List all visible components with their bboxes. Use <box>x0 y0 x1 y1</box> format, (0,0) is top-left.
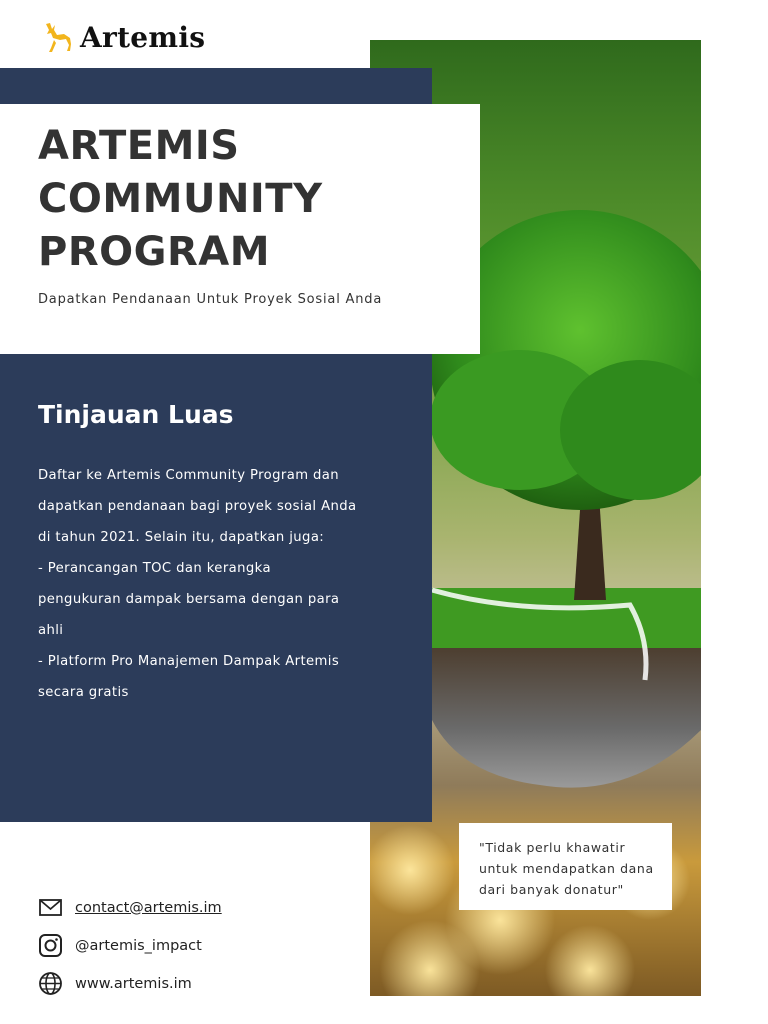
mail-icon <box>38 895 63 920</box>
instagram-icon <box>38 933 63 958</box>
website-url: www.artemis.im <box>75 975 192 992</box>
contact-email[interactable] <box>38 895 222 920</box>
contact-website[interactable] <box>38 971 192 996</box>
overview-line: - Perancangan TOC dan kerangka <box>38 561 271 576</box>
title-line-2: COMMUNITY <box>38 176 323 222</box>
overview-line: secara gratis <box>38 685 129 700</box>
page-title <box>38 120 323 279</box>
overview-body <box>38 460 383 708</box>
overview-line: di tahun 2021. Selain itu, dapatkan juga: <box>38 530 325 545</box>
quote-line: dari banyak donatur" <box>479 882 624 897</box>
contact-instagram[interactable] <box>38 933 202 958</box>
globe-icon <box>38 971 63 996</box>
deer-icon <box>40 20 72 54</box>
quote-box <box>459 823 672 910</box>
overview-line: dapatkan pendanaan bagi proyek sosial Anda <box>38 499 357 514</box>
title-card <box>0 104 480 354</box>
brand-name: Artemis <box>80 20 206 54</box>
title-line-1: ARTEMIS <box>38 123 240 169</box>
brand-logo <box>40 20 205 54</box>
quote-line: "Tidak perlu khawatir <box>479 840 626 855</box>
instagram-handle: @artemis_impact <box>75 937 202 954</box>
overview-line: Daftar ke Artemis Community Program dan <box>38 468 340 483</box>
email-link[interactable]: contact@artemis.im <box>75 899 222 916</box>
overview-heading: Tinjauan Luas <box>38 400 234 429</box>
overview-line: ahli <box>38 623 64 638</box>
page-subtitle: Dapatkan Pendanaan Untuk Proyek Sosial Anda <box>38 292 383 307</box>
title-line-3: PROGRAM <box>38 229 271 275</box>
quote-line: untuk mendapatkan dana <box>479 861 654 876</box>
overview-line: pengukuran dampak bersama dengan para <box>38 592 340 607</box>
overview-line: - Platform Pro Manajemen Dampak Artemis <box>38 654 340 669</box>
